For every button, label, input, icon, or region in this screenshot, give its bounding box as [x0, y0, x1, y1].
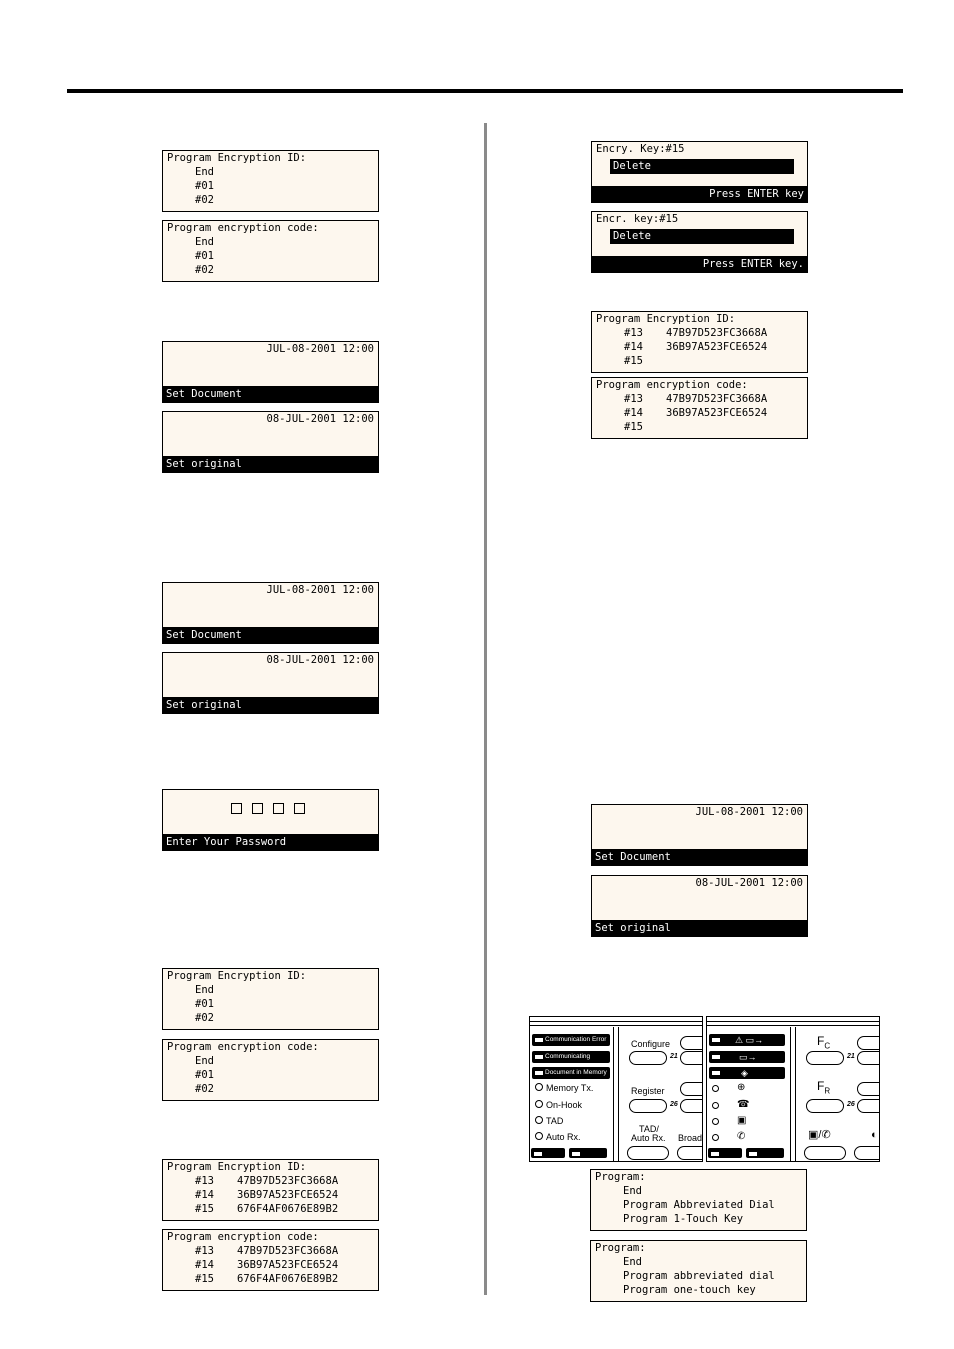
lcd-status-bar — [163, 627, 378, 643]
menu-item-01: #01 — [195, 250, 214, 262]
lcd-program-encryption-code-list — [162, 1229, 379, 1291]
led-memory-tx: Memory Tx. — [535, 1083, 593, 1093]
broadcast-button[interactable] — [854, 1146, 880, 1160]
key-value: 676F4AF0676E89B2 — [237, 1273, 339, 1285]
lcd-status: Set Document — [595, 851, 671, 863]
lcd-program-encryption-code-list — [591, 377, 808, 439]
lcd-program-encryption-id — [162, 150, 379, 212]
key-number: #13 — [624, 393, 643, 405]
tad-button[interactable] — [627, 1146, 669, 1160]
lcd-standby-set-document — [162, 582, 379, 644]
key-number-26: 26 — [847, 1101, 855, 1108]
phone-icon: ✆ — [737, 1131, 746, 1142]
panel-separator — [618, 1027, 619, 1161]
key-value: 676F4AF0676E89B2 — [237, 1203, 339, 1215]
column-divider — [484, 123, 487, 1295]
lcd-status: Set Document — [166, 629, 242, 641]
key-number: #13 — [624, 327, 643, 339]
menu-item-02: #02 — [195, 1012, 214, 1024]
panel-separator — [613, 1027, 614, 1161]
menu-item-program-one-touch-key: Program 1-Touch Key — [623, 1213, 744, 1225]
lcd-datetime: 08-JUL-2001 12:00 — [266, 654, 374, 666]
function-r-letter: R — [824, 1086, 831, 1096]
indicator-document-in-memory — [709, 1067, 785, 1079]
lcd-program-menu — [590, 1240, 807, 1302]
lcd-standby-set-original — [591, 875, 808, 937]
broadcast-button[interactable] — [677, 1146, 703, 1160]
key-value: 36B97A523FCE6524 — [666, 341, 768, 353]
key-number-21: 21 — [670, 1053, 678, 1060]
lcd-status-bar — [592, 186, 807, 202]
key-number: #14 — [624, 407, 643, 419]
indicator-communicating — [709, 1051, 785, 1063]
panel-separator — [795, 1027, 796, 1161]
led — [712, 1134, 719, 1141]
key-number: #14 — [624, 341, 643, 353]
lcd-status: Set original — [166, 458, 242, 470]
header-rule — [67, 89, 903, 93]
lcd-datetime: JUL-08-2001 12:00 — [266, 584, 374, 596]
key-number-26: 26 — [670, 1101, 678, 1108]
password-digit-box — [294, 803, 305, 814]
lcd-status: Set original — [595, 922, 671, 934]
operation-panel-icons — [706, 1016, 880, 1162]
broadcast-icon: ◐ — [871, 1129, 878, 1141]
configure-label: Configure — [631, 1039, 671, 1049]
lcd-datetime: JUL-08-2001 12:00 — [695, 806, 803, 818]
key-number-21: 21 — [847, 1053, 855, 1060]
tad-label: TAD/ — [639, 1124, 659, 1134]
key-number: #15 — [624, 355, 643, 367]
key-value: 47B97D523FC3668A — [237, 1175, 339, 1187]
lcd-status-bar — [592, 920, 807, 936]
menu-item-01: #01 — [195, 1069, 214, 1081]
register-label: Register — [631, 1086, 665, 1096]
panel-edge — [707, 1021, 879, 1022]
key-value: 36B97A523FCE6524 — [666, 407, 768, 419]
warning-icon: ⚠ ▭→ — [735, 1035, 764, 1045]
lcd-title: Program encryption code: — [596, 379, 748, 391]
key-value: 47B97D523FC3668A — [666, 393, 768, 405]
menu-item-02: #02 — [195, 1083, 214, 1095]
menu-item-program-one-touch-key: Program one-touch key — [623, 1284, 756, 1296]
password-digit-box — [273, 803, 284, 814]
lcd-standby-set-original — [162, 411, 379, 473]
operation-panel-text — [529, 1016, 703, 1162]
key-value: 47B97D523FC3668A — [666, 327, 768, 339]
tad-phone-icon: ▣/✆ — [808, 1129, 831, 1141]
configure-key-right[interactable] — [680, 1036, 703, 1050]
led-tad: TAD — [535, 1116, 563, 1126]
lcd-title: Program Encryption ID: — [167, 152, 307, 164]
lcd-datetime: 08-JUL-2001 12:00 — [695, 877, 803, 889]
function-c-button[interactable] — [806, 1051, 844, 1065]
key-right-top[interactable] — [857, 1036, 880, 1050]
menu-item-end: End — [195, 236, 214, 248]
indicator-communication-error — [709, 1034, 785, 1046]
led — [712, 1085, 719, 1092]
on-hook-icon: ☎ — [737, 1099, 750, 1110]
one-touch-key-21[interactable] — [857, 1051, 880, 1065]
key-number: #15 — [195, 1203, 214, 1215]
indicator-communication-error — [532, 1034, 610, 1046]
password-digit-boxes — [231, 803, 305, 814]
key-number: #15 — [624, 421, 643, 433]
selected-option-label: Delete — [613, 160, 651, 172]
indicator-label: Communicating — [545, 1053, 591, 1060]
indicator-communicating — [532, 1051, 610, 1063]
led — [712, 1118, 719, 1125]
lcd-title: Program Encryption ID: — [167, 1161, 307, 1173]
indicator-label: Communication Error — [545, 1036, 607, 1043]
menu-item-02: #02 — [195, 264, 214, 276]
menu-item-program-abbreviated-dial: Program abbreviated dial — [623, 1270, 775, 1282]
key-value: 47B97D523FC3668A — [237, 1245, 339, 1257]
menu-item-end: End — [195, 1055, 214, 1067]
menu-item-end: End — [195, 984, 214, 996]
menu-item-end: End — [623, 1256, 642, 1268]
lcd-status-bar — [163, 386, 378, 402]
lcd-status-bar — [163, 697, 378, 713]
lcd-standby-set-original — [162, 652, 379, 714]
menu-item-02: #02 — [195, 194, 214, 206]
key-value: 36B97A523FCE6524 — [237, 1189, 339, 1201]
lcd-encryption-key-delete — [591, 141, 808, 203]
key-number: #13 — [195, 1245, 214, 1257]
lcd-datetime: JUL-08-2001 12:00 — [266, 343, 374, 355]
one-touch-key-21[interactable] — [680, 1051, 703, 1065]
panel-key[interactable] — [746, 1148, 784, 1158]
panel-edge — [530, 1025, 702, 1026]
communicating-icon: ▭→ — [739, 1052, 757, 1062]
lcd-title: Encr. key:#15 — [596, 213, 679, 225]
one-touch-key-26[interactable] — [857, 1099, 880, 1113]
key-number: #14 — [195, 1259, 214, 1271]
panel-key[interactable] — [531, 1148, 565, 1158]
function-r-button[interactable] — [806, 1099, 844, 1113]
key-right-mid[interactable] — [857, 1082, 880, 1096]
led — [712, 1102, 719, 1109]
broadcast-label: Broad — [678, 1133, 703, 1143]
menu-item-01: #01 — [195, 998, 214, 1010]
lcd-status: Set Document — [166, 388, 242, 400]
indicator-label: Document in Memory — [545, 1069, 607, 1076]
lcd-program-encryption-code — [162, 220, 379, 282]
led-on-hook: On-Hook — [535, 1100, 582, 1110]
lcd-datetime: 08-JUL-2001 12:00 — [266, 413, 374, 425]
panel-edge — [530, 1021, 702, 1022]
memory-tx-icon: ⊕ — [737, 1082, 746, 1093]
lcd-status: Enter Your Password — [166, 836, 287, 848]
lcd-program-encryption-id-list — [591, 311, 808, 373]
lcd-status-bar — [592, 849, 807, 865]
lcd-program-encryption-code — [162, 1039, 379, 1101]
lcd-enter-password — [162, 789, 379, 851]
panel-separator — [790, 1027, 791, 1161]
password-digit-box — [231, 803, 242, 814]
menu-item-01: #01 — [195, 180, 214, 192]
selected-option-delete — [610, 229, 794, 244]
selected-option-label: Delete — [613, 230, 651, 242]
register-key-right[interactable] — [680, 1082, 703, 1096]
tad-icon: ▣ — [737, 1115, 747, 1126]
led-auto-rx: Auto Rx. — [535, 1132, 581, 1142]
tad-button[interactable] — [804, 1146, 846, 1160]
function-c-icon: $F_C$ — [817, 1034, 831, 1051]
lcd-status: Set original — [166, 699, 242, 711]
lcd-footer: Press ENTER key. — [702, 258, 804, 270]
lcd-status-bar — [163, 456, 378, 472]
panel-edge — [707, 1025, 879, 1026]
menu-item-end: End — [195, 166, 214, 178]
lcd-title: Program Encryption ID: — [167, 970, 307, 982]
lcd-footer: Press ENTER key — [709, 188, 804, 200]
memory-icon: ◈ — [741, 1068, 748, 1078]
key-number: #14 — [195, 1189, 214, 1201]
panel-key[interactable] — [708, 1148, 742, 1158]
lcd-program-encryption-id-list — [162, 1159, 379, 1221]
lcd-title: Program encryption code: — [167, 222, 319, 234]
lcd-program-menu — [590, 1169, 807, 1231]
lcd-title: Program Encryption ID: — [596, 313, 736, 325]
lcd-encryption-key-delete — [591, 211, 808, 273]
lcd-title: Program encryption code: — [167, 1231, 319, 1243]
panel-key[interactable] — [569, 1148, 607, 1158]
lcd-program-encryption-id — [162, 968, 379, 1030]
password-digit-box — [252, 803, 263, 814]
menu-item-program-abbreviated-dial: Program Abbreviated Dial — [623, 1199, 775, 1211]
register-button[interactable] — [629, 1099, 667, 1113]
menu-item-end: End — [623, 1185, 642, 1197]
key-number: #15 — [195, 1273, 214, 1285]
one-touch-key-26[interactable] — [680, 1099, 703, 1113]
key-number: #13 — [195, 1175, 214, 1187]
auto-rx-label: Auto Rx. — [631, 1133, 666, 1143]
lcd-title: Program: — [595, 1242, 646, 1254]
selected-option-delete — [610, 159, 794, 174]
lcd-standby-set-document — [162, 341, 379, 403]
lcd-standby-set-document — [591, 804, 808, 866]
configure-button[interactable] — [629, 1051, 667, 1065]
indicator-document-in-memory — [532, 1067, 610, 1079]
lcd-title: Program: — [595, 1171, 646, 1183]
function-r-icon: $F_R$ — [817, 1079, 831, 1096]
lcd-title: Encry. Key:#15 — [596, 143, 685, 155]
function-c-letter: C — [824, 1041, 831, 1051]
lcd-status-bar — [592, 256, 807, 272]
lcd-status-bar — [163, 834, 378, 850]
lcd-title: Program encryption code: — [167, 1041, 319, 1053]
key-value: 36B97A523FCE6524 — [237, 1259, 339, 1271]
